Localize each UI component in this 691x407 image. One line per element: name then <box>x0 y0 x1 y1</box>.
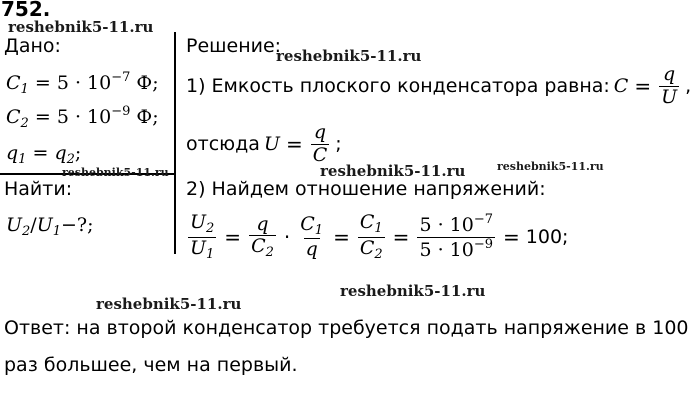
watermark: reshebnik5-11.ru <box>497 160 604 173</box>
solution-step1: 1) Емкость плоского конденсатора равна: C = $\frac{q}{U}$ , <box>186 63 691 108</box>
answer-line-1: Ответ: на второй конденсатор требуется подать напряжение в 100 <box>4 317 689 339</box>
answer-line-2: раз большее, чем на первый. <box>4 354 298 376</box>
solution-step2: 2) Найдем отношение напряжений: <box>186 178 546 200</box>
solution-label: Решение: <box>186 35 282 57</box>
given-label: Дано: <box>4 35 61 57</box>
given-c1: $C_1 = 5 \cdot 10^{-7}$ Ф; <box>6 70 159 97</box>
watermark: reshebnik5-11.ru <box>276 47 422 65</box>
given-charges: $q_1 = q_2$; <box>6 142 82 167</box>
ratio-equation: $\frac{U_2}{U_1}$ = $\frac{q}{C_2}$ · $\frac{C_1}{q}$ = $\frac{C_1}{C_2}$ = $\frac{5 \cdot 10^{-7}}{5 \cdot 10^{-9}}$ = 100; <box>190 211 569 262</box>
watermark: reshebnik5-11.ru <box>96 295 242 313</box>
watermark: reshebnik5-11.ru <box>62 166 169 179</box>
watermark: reshebnik5-11.ru <box>8 18 154 36</box>
find-label: Найти: <box>4 178 73 200</box>
given-divider-vertical <box>174 32 176 254</box>
problem-number: 752. <box>1 0 51 21</box>
given-c2: $C_2 = 5 \cdot 10^{-9}$ Ф; <box>6 104 159 131</box>
find-target: $U_2/U_1-$?; <box>6 214 94 239</box>
watermark: reshebnik5-11.ru <box>340 282 486 300</box>
solution-step1b: отсюда U = $\frac{q}{C}$ ; <box>186 121 342 166</box>
watermark: reshebnik5-11.ru <box>320 162 466 180</box>
